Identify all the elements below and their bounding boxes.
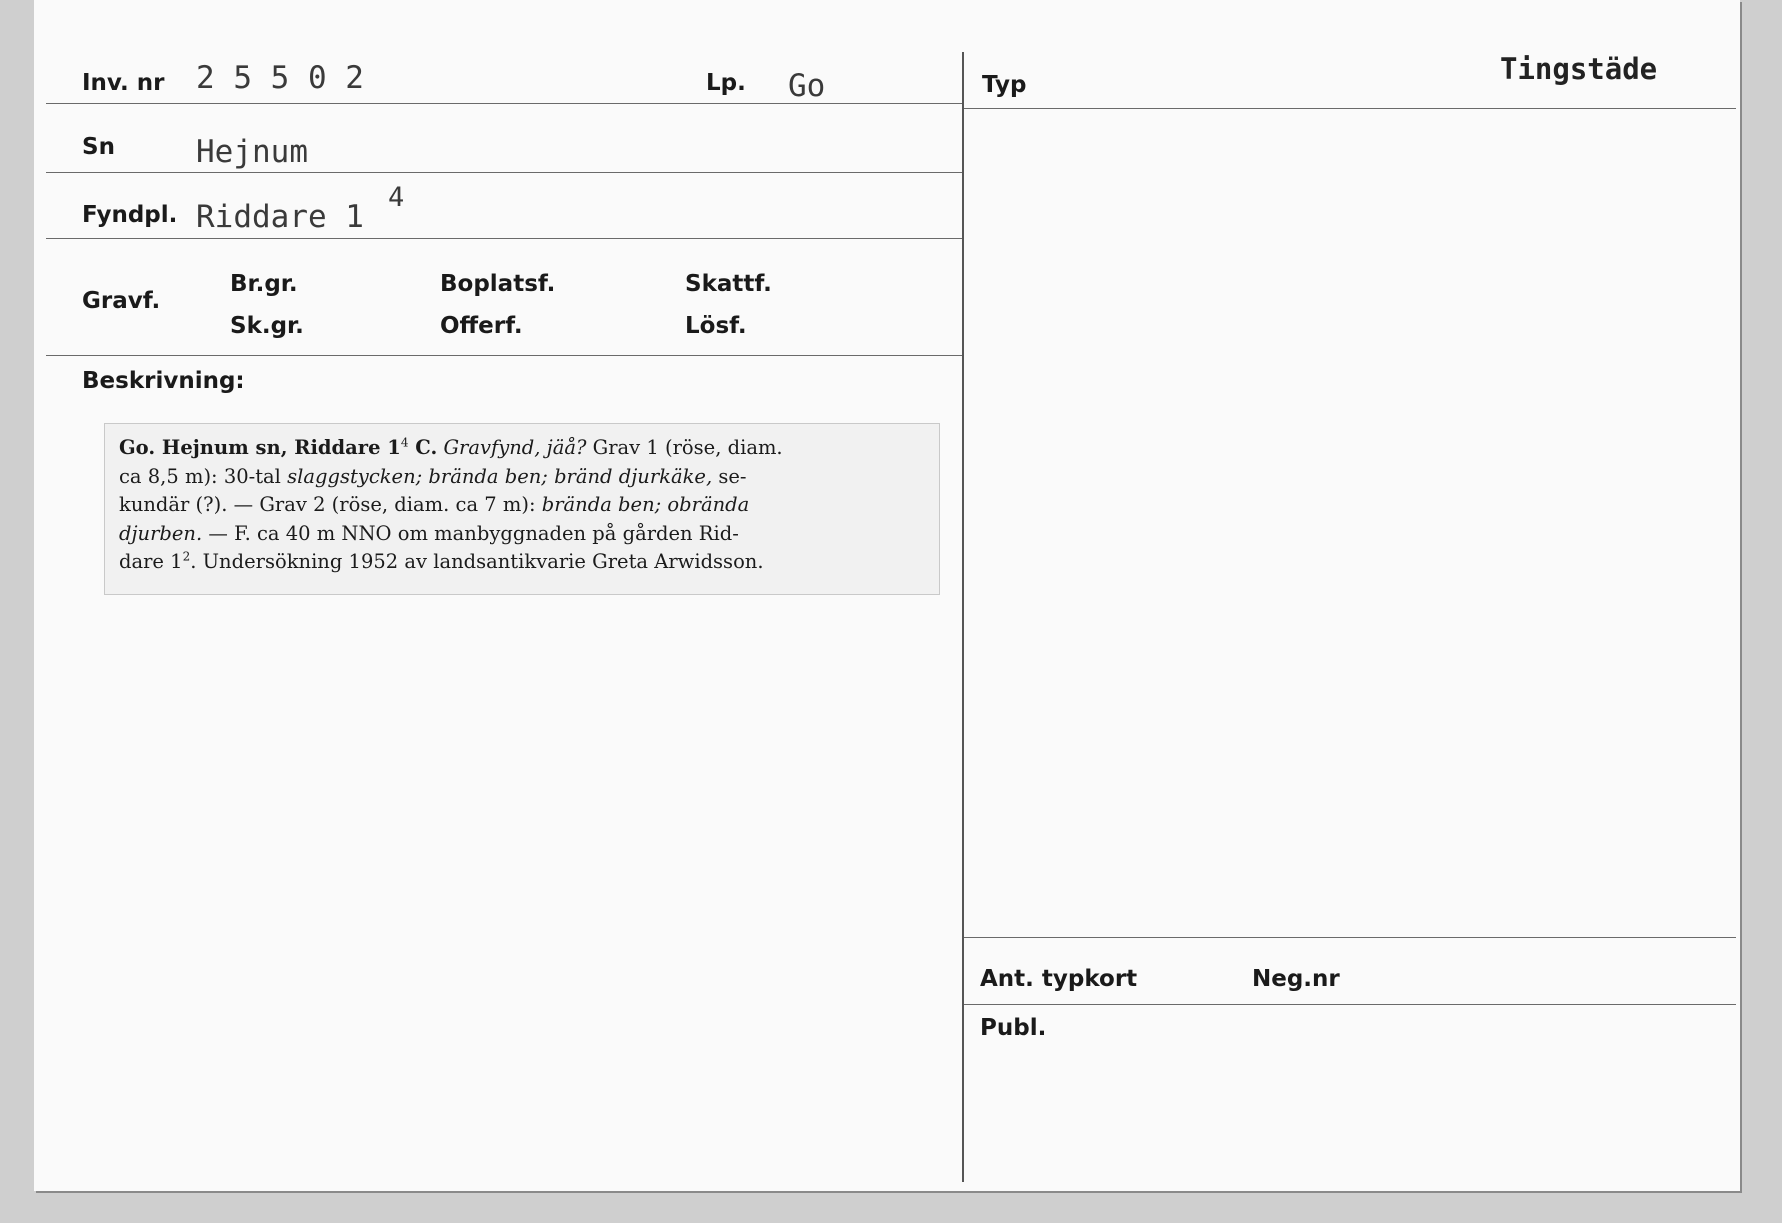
rule-gravf — [46, 355, 962, 356]
rule-ant-typkort-top — [964, 937, 1736, 938]
clip-line-3: kundär (?). — Grav 2 (röse, diam. ca 7 m): brända ben; obrända — [119, 493, 750, 516]
clip-line-1: Go. Hejnum sn, Riddare $1^4$ C. Gravfynd, jäå? Grav 1 (röse, diam. — [119, 435, 783, 459]
clip-line-4: djurben. — F. ca 40 m NNO om manbyggnaden på gården Rid- — [119, 521, 739, 545]
typ-value: Tingstäde — [1500, 52, 1658, 86]
rule-sn — [46, 172, 962, 173]
rule-ant-typkort-bottom — [964, 1004, 1736, 1005]
fyndpl-label: Fyndpl. — [82, 202, 178, 228]
boplatsf-label: Boplatsf. — [440, 271, 556, 297]
sn-label: Sn — [82, 134, 115, 160]
sn-value: Hejnum — [196, 134, 308, 170]
beskrivning-label: Beskrivning: — [82, 368, 245, 394]
rule-fyndpl — [46, 238, 962, 239]
losf-label: Lösf. — [685, 313, 747, 339]
ant-typkort-label: Ant. typkort — [980, 966, 1138, 992]
offerf-label: Offerf. — [440, 313, 523, 339]
gravf-label: Gravf. — [82, 288, 161, 314]
inv-nr-value: 2 5 5 0 2 — [196, 60, 364, 96]
lp-label: Lp. — [706, 70, 746, 96]
publ-label: Publ. — [980, 1015, 1047, 1041]
skattf-label: Skattf. — [685, 271, 772, 297]
catalog-card — [34, 0, 1740, 1191]
neg-nr-label: Neg.nr — [1252, 966, 1340, 992]
skgr-label: Sk.gr. — [230, 313, 304, 339]
clip-line-5: dare $1^2$. Undersökning 1952 av landsantikvarie Greta Arwidsson. — [119, 549, 764, 573]
typ-label: Typ — [982, 72, 1027, 98]
clip-line-2: ca 8,5 m): 30-tal slaggstycken; brända ben; bränd djurkäke, se- — [119, 464, 747, 488]
lp-value: Go — [788, 68, 826, 104]
fyndpl-value: Riddare 1 — [196, 199, 364, 235]
inv-nr-label: Inv. nr — [82, 70, 165, 96]
column-divider — [962, 52, 964, 1182]
rule-typ — [964, 108, 1736, 109]
fyndpl-superscript: 4 — [388, 182, 405, 213]
description-clipping — [104, 423, 940, 595]
brgr-label: Br.gr. — [230, 271, 298, 297]
